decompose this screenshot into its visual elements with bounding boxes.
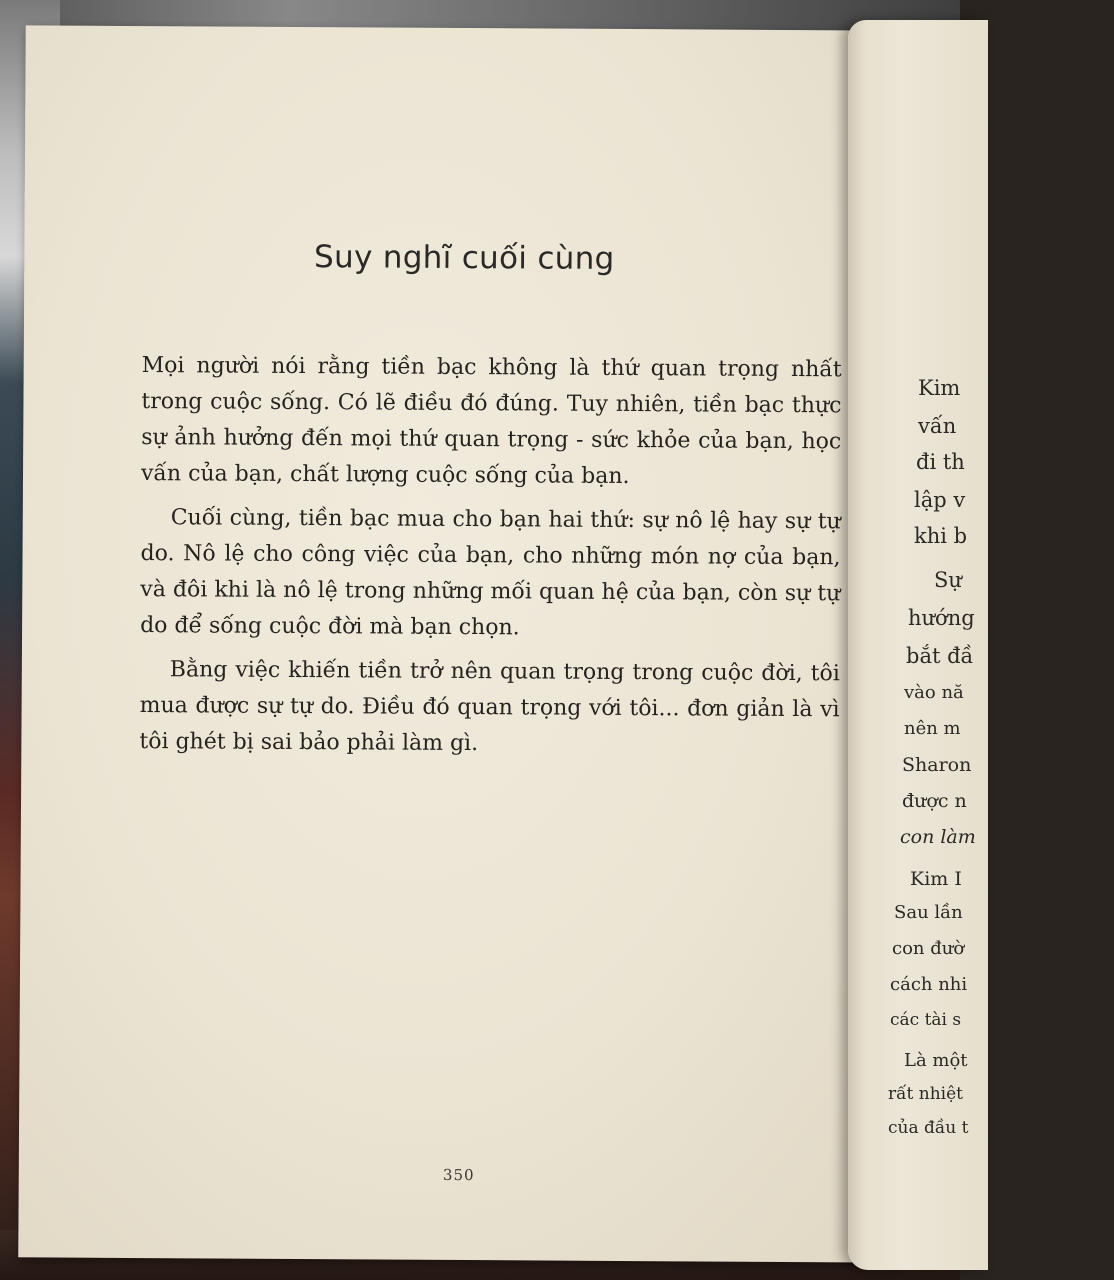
right-line-fragment: con đườ xyxy=(892,938,965,959)
right-line-fragment: Sau lần xyxy=(894,902,963,923)
right-line-fragment: cách nhi xyxy=(890,974,968,995)
right-line-fragment: của đầu t xyxy=(888,1118,969,1138)
right-line-fragment: Là một xyxy=(904,1050,968,1071)
right-line-fragment: hướng xyxy=(908,606,975,630)
paragraph-1: Mọi người nói rằng tiền bạc không là thứ quan trọng nhất trong cuộc sống. Có lẽ điều đó đúng. Tuy nhiên, tiền bạc thực sự ảnh hưởng đến mọi thứ quan trọng - sức khỏe của bạn, học vấn của bạn, chất lượng cuộc sống của bạn. xyxy=(140,353,842,490)
right-line-fragment: lập v xyxy=(914,488,966,512)
book-page-right xyxy=(848,20,988,1270)
right-line-fragment: được n xyxy=(902,790,967,812)
right-line-fragment: các tài s xyxy=(890,1010,962,1030)
right-line-fragment: Kim xyxy=(918,376,961,400)
right-line-fragment: bắt đầ xyxy=(906,644,974,668)
right-line-fragment: con làm xyxy=(900,826,976,848)
paragraph-2: Cuối cùng, tiền bạc mua cho bạn hai thứ: sự nô lệ hay sự tự do. Nô lệ cho công việc của bạn, cho những món nợ của bạn, và đôi khi là nô lệ trong những mối quan hệ của bạn, còn sự tự do để sống cuộc đời mà bạn chọn. xyxy=(140,505,841,641)
paragraph-3: Bằng việc khiến tiền trở nên quan trọng trong cuộc đời, tôi mua được sự tự do. Điều đó quan trọng với tôi... đơn giản là vì tôi ghét bị sai bảo phải làm gì. xyxy=(139,657,840,757)
right-line-fragment: Kim I xyxy=(910,868,962,890)
book-page-left xyxy=(18,25,906,1262)
right-line-fragment: vào nă xyxy=(904,682,964,703)
page-body-text xyxy=(139,348,842,772)
right-line-fragment: khi b xyxy=(914,524,968,548)
right-line-fragment: Sharon xyxy=(902,754,972,776)
right-line-fragment: đi th xyxy=(916,450,965,474)
right-line-fragment: rất nhiệt xyxy=(888,1084,964,1104)
right-line-fragment: nên m xyxy=(904,718,961,739)
page-number: 350 xyxy=(442,1165,475,1185)
chapter-title: Suy nghĩ cuối cùng xyxy=(313,239,615,277)
right-line-fragment: vấn xyxy=(918,414,957,438)
right-line-fragment: Sự xyxy=(934,568,962,592)
